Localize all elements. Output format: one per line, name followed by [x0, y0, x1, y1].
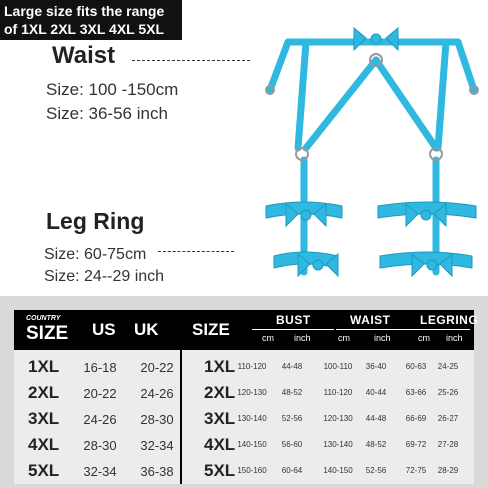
- row-measurement: 52-56: [365, 466, 387, 475]
- row-measurement: 120-130: [323, 414, 353, 423]
- header-bust: BUST: [276, 313, 311, 327]
- leg-ring-dashed-line: [158, 251, 234, 252]
- row-us: 28-30: [83, 438, 117, 453]
- row-uk: 32-34: [140, 438, 174, 453]
- row-measurement: 26-27: [437, 414, 459, 423]
- row-size-left: 3XL: [28, 409, 60, 428]
- waist-title: Waist: [52, 42, 116, 69]
- row-size-right: 4XL: [204, 435, 236, 454]
- table-row: [14, 406, 474, 432]
- row-us: 24-26: [83, 412, 117, 427]
- header-waist: WAIST: [350, 313, 391, 327]
- row-measurement: 69-72: [405, 440, 427, 449]
- leg-ring-size-inch: Size: 24--29 inch: [44, 268, 165, 285]
- row-size-left: 5XL: [28, 461, 60, 480]
- header-country: COUNTRY: [26, 315, 61, 322]
- waist-underline: [336, 329, 412, 330]
- size-chart-table: [14, 310, 479, 484]
- row-measurement: 36-40: [365, 362, 387, 371]
- row-measurement: 110-120: [323, 388, 353, 397]
- header-us: US: [92, 320, 116, 339]
- row-measurement: 48-52: [281, 388, 303, 397]
- row-size-left: 1XL: [28, 357, 60, 376]
- row-size-right: 2XL: [204, 383, 236, 402]
- row-measurement: 140-150: [323, 466, 353, 475]
- row-uk: 24-26: [140, 386, 174, 401]
- unit-bust-cm: cm: [262, 333, 274, 343]
- row-uk: 36-38: [140, 464, 174, 479]
- row-measurement: 24-25: [437, 362, 459, 371]
- unit-waist-inch: inch: [374, 333, 391, 343]
- row-size-left: 4XL: [28, 435, 60, 454]
- row-measurement: 28-29: [437, 466, 459, 475]
- row-measurement: 25-26: [437, 388, 459, 397]
- row-size-right: 3XL: [204, 409, 236, 428]
- size-chart-header: [14, 310, 479, 350]
- row-measurement: 60-64: [281, 466, 303, 475]
- row-uk: 28-30: [140, 412, 174, 427]
- waist-size-inch: Size: 36-56 inch: [46, 104, 168, 123]
- row-measurement: 140-150: [237, 440, 267, 449]
- row-measurement: 40-44: [365, 388, 387, 397]
- row-measurement: 56-60: [281, 440, 303, 449]
- header-uk: UK: [134, 320, 159, 339]
- row-measurement: 48-52: [365, 440, 387, 449]
- waist-dashed-line: [132, 60, 250, 61]
- row-us: 16-18: [83, 360, 117, 375]
- harness-image: [258, 20, 488, 290]
- size-range-banner: [0, 0, 182, 40]
- table-row: [14, 432, 474, 458]
- header-size-left: SIZE: [26, 323, 69, 344]
- row-measurement: 44-48: [365, 414, 387, 423]
- banner-line-1: Large size fits the range: [4, 3, 165, 19]
- unit-waist-cm: cm: [338, 333, 350, 343]
- size-chart: [0, 296, 488, 488]
- row-measurement: 63-66: [405, 388, 427, 397]
- row-measurement: 110-120: [237, 362, 267, 371]
- row-measurement: 66-69: [405, 414, 427, 423]
- row-measurement: 100-110: [323, 362, 353, 371]
- row-uk: 20-22: [140, 360, 174, 375]
- table-row: [14, 458, 474, 484]
- table-row: [14, 380, 474, 406]
- row-size-right: 1XL: [204, 357, 236, 376]
- row-measurement: 72-75: [405, 466, 427, 475]
- leg-ring-size-cm: Size: 60-75cm: [44, 246, 147, 263]
- row-us: 32-34: [83, 464, 117, 479]
- unit-legring-cm: cm: [418, 333, 430, 343]
- header-size-right: SIZE: [192, 320, 230, 339]
- legring-underline: [412, 329, 470, 330]
- table-row: [14, 354, 474, 380]
- banner-line-2: of 1XL 2XL 3XL 4XL 5XL: [4, 21, 165, 37]
- row-measurement: 44-48: [281, 362, 303, 371]
- row-us: 20-22: [83, 386, 117, 401]
- waist-size-cm: Size: 100 -150cm: [46, 80, 179, 99]
- unit-legring-inch: inch: [446, 333, 463, 343]
- unit-bust-inch: inch: [294, 333, 311, 343]
- row-measurement: 130-140: [237, 414, 267, 423]
- row-measurement: 27-28: [437, 440, 459, 449]
- row-measurement: 52-56: [281, 414, 303, 423]
- row-size-right: 5XL: [204, 461, 236, 480]
- bust-underline: [252, 329, 334, 330]
- header-legring: LEGRING: [420, 313, 479, 327]
- row-size-left: 2XL: [28, 383, 60, 402]
- row-measurement: 60-63: [405, 362, 427, 371]
- row-measurement: 150-160: [237, 466, 267, 475]
- row-measurement: 130-140: [323, 440, 353, 449]
- leg-ring-title: Leg Ring: [46, 208, 145, 234]
- row-measurement: 120-130: [237, 388, 267, 397]
